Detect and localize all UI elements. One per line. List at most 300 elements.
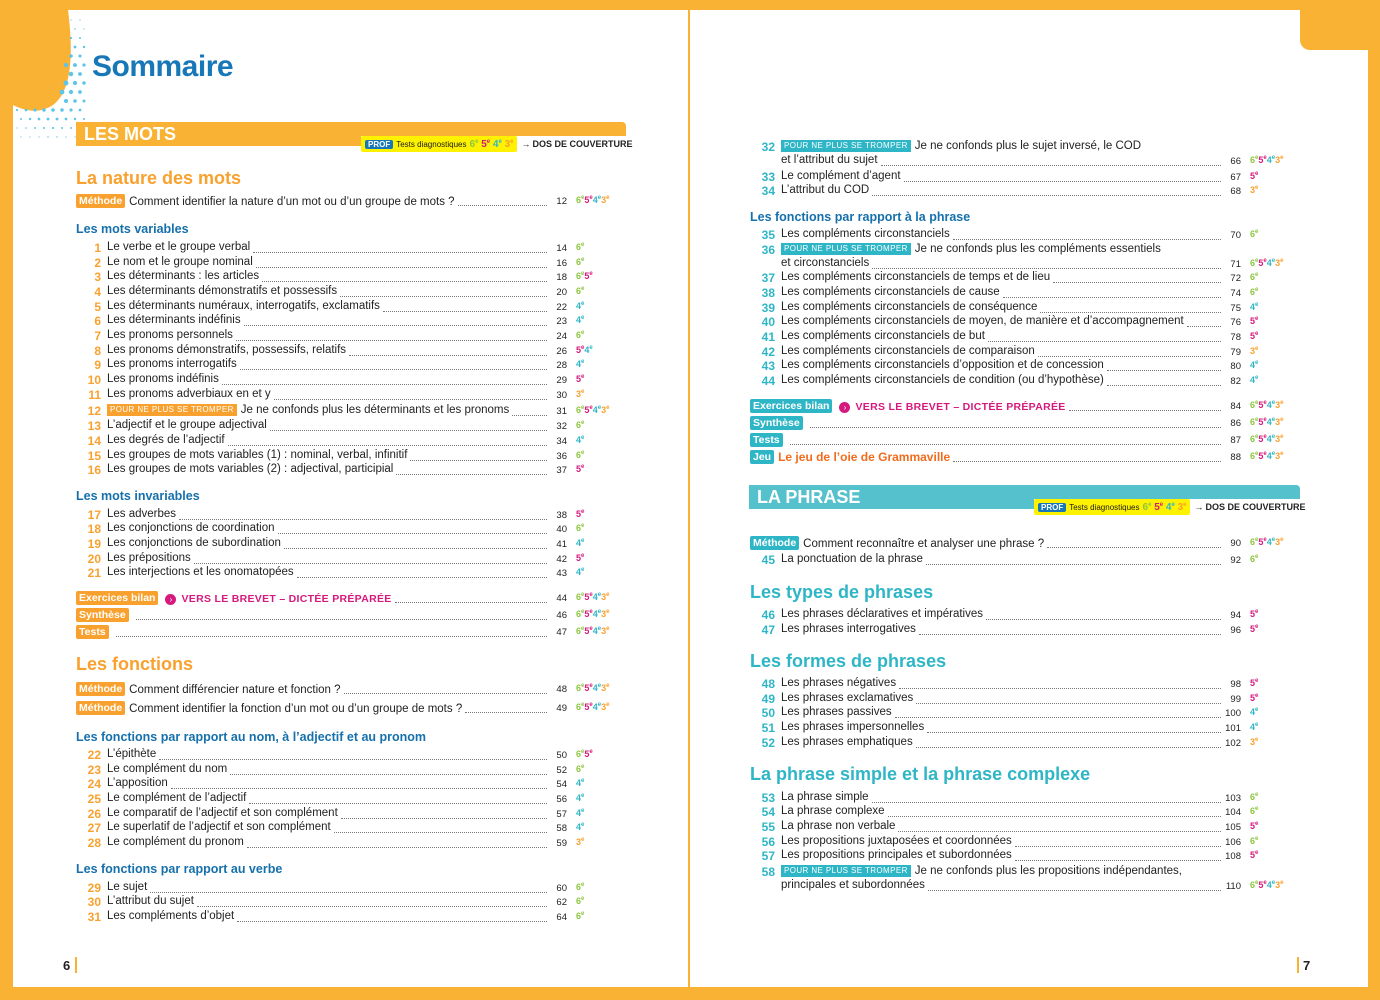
dot-leader bbox=[1040, 312, 1221, 313]
entry-page: 104 bbox=[1225, 807, 1241, 818]
entry-page: 110 bbox=[1225, 881, 1241, 892]
entry-number: 51 bbox=[761, 721, 775, 735]
entry-badge: Exercices bilan bbox=[750, 399, 832, 413]
entry-number: 53 bbox=[761, 791, 775, 805]
entry-number: 4 bbox=[94, 285, 101, 299]
toc-entry[interactable] bbox=[13, 910, 653, 925]
entry-page: 106 bbox=[1225, 837, 1241, 848]
entry-page: 44 bbox=[556, 593, 567, 604]
entry-levels: 6e5e4e3e bbox=[576, 609, 610, 619]
entry-number: 50 bbox=[761, 706, 775, 720]
entry-badge: Méthode bbox=[750, 536, 799, 550]
dot-leader bbox=[340, 296, 547, 297]
dot-leader bbox=[872, 195, 1221, 196]
dot-leader bbox=[1107, 370, 1221, 371]
entry-number: 29 bbox=[87, 881, 101, 895]
entry-text: POUR NE PLUS SE TROMPER Je ne confonds plus les compléments essentiels bbox=[781, 243, 1161, 255]
entry-text: Les déterminants indéfinis bbox=[107, 314, 241, 326]
entry-text bbox=[76, 625, 113, 639]
toc-entry[interactable] bbox=[13, 836, 653, 851]
entry-text: Les adverbes bbox=[107, 508, 177, 520]
toc-entry[interactable] bbox=[13, 763, 653, 778]
entry-levels: 4e bbox=[576, 808, 585, 818]
entry-text: Les compléments circonstanciels d’opposition et de concession bbox=[781, 359, 1104, 371]
entry-page: 79 bbox=[1230, 347, 1241, 358]
toc-entry[interactable] bbox=[690, 791, 1330, 806]
entry-text: Les déterminants démonstratifs et possessifs bbox=[107, 285, 338, 297]
dot-leader bbox=[396, 474, 547, 475]
entry-text: L’épithète bbox=[107, 748, 157, 760]
entry-text: Les compléments circonstanciels de cause bbox=[781, 286, 1000, 298]
toc-entry[interactable] bbox=[13, 537, 653, 552]
entry-page: 30 bbox=[556, 390, 567, 401]
toc-entry[interactable] bbox=[690, 243, 1330, 270]
entry-text: Le comparatif de l’adjectif et son complément bbox=[107, 807, 338, 819]
toc-entry[interactable] bbox=[13, 270, 653, 285]
entry-text bbox=[750, 433, 787, 447]
entry-text: Les groupes de mots variables (2) : adjectival, participial bbox=[107, 463, 394, 475]
dot-leader bbox=[458, 205, 547, 206]
entry-levels: 4e bbox=[1250, 722, 1259, 732]
entry-number: 16 bbox=[87, 463, 101, 477]
entry-levels: 5e bbox=[1250, 693, 1259, 703]
band-label: LES MOTS bbox=[84, 124, 177, 144]
entry-levels: 6e5e4e3e bbox=[1250, 537, 1284, 547]
entry-levels: 6e5e4e3e bbox=[1250, 400, 1284, 410]
toc-entry[interactable] bbox=[690, 170, 1330, 185]
dot-leader bbox=[988, 341, 1221, 342]
toc-entry[interactable] bbox=[690, 416, 1330, 431]
entry-page: 32 bbox=[556, 421, 567, 432]
entry-page: 37 bbox=[556, 465, 567, 476]
entry-text: POUR NE PLUS SE TROMPER Je ne confonds plus les déterminants et les pronoms bbox=[107, 404, 509, 416]
toc-entry[interactable] bbox=[13, 807, 653, 822]
entry-text: Les degrés de l’adjectif bbox=[107, 434, 225, 446]
entry-number: 21 bbox=[87, 566, 101, 580]
entry-levels: 6e bbox=[1250, 806, 1259, 816]
dot-leader bbox=[253, 252, 547, 253]
toc-entry[interactable] bbox=[13, 895, 653, 910]
entry-page: 82 bbox=[1230, 376, 1241, 387]
toc-entry[interactable] bbox=[690, 865, 1330, 892]
subsection-title: Les fonctions par rapport à la phrase bbox=[750, 210, 971, 224]
entry-text: Les compléments circonstanciels de temps et de lieu bbox=[781, 271, 1051, 283]
entry-number: 41 bbox=[761, 330, 775, 344]
entry-page: 105 bbox=[1225, 822, 1241, 833]
entry-badge: Jeu bbox=[750, 450, 774, 464]
subsection-title: Les fonctions par rapport au nom, à l’adjectif et au pronom bbox=[76, 730, 427, 744]
entry-number: 46 bbox=[761, 608, 775, 622]
entry-levels: 4e bbox=[576, 822, 585, 832]
toc-entry[interactable] bbox=[13, 329, 653, 344]
toc-entry[interactable] bbox=[13, 881, 653, 896]
section-title: Les types de phrases bbox=[750, 582, 934, 602]
entry-levels: 5e bbox=[576, 464, 585, 474]
entry-levels: 5e bbox=[1250, 678, 1259, 688]
entry-badge: Méthode bbox=[76, 701, 125, 715]
entry-page: 48 bbox=[556, 684, 567, 695]
toc-entry[interactable] bbox=[690, 374, 1330, 389]
entry-number: 8 bbox=[94, 344, 101, 358]
entry-text: Le verbe et le groupe verbal bbox=[107, 241, 251, 253]
entry-page: 67 bbox=[1230, 172, 1241, 183]
entry-levels: 6e bbox=[1250, 229, 1259, 239]
entry-number: 39 bbox=[761, 301, 775, 315]
entry-text: POUR NE PLUS SE TROMPER Je ne confonds plus le sujet inversé, le COD bbox=[781, 140, 1141, 152]
dot-leader bbox=[953, 461, 1221, 462]
toc-entry[interactable] bbox=[13, 419, 653, 434]
dot-leader bbox=[1015, 860, 1221, 861]
dot-leader bbox=[899, 688, 1221, 689]
dot-leader bbox=[898, 831, 1221, 832]
toc-entry[interactable] bbox=[13, 748, 653, 763]
page-number: 7 bbox=[1303, 958, 1311, 973]
entry-text bbox=[76, 608, 133, 622]
prof-label: PROF bbox=[365, 140, 393, 149]
entry-levels: 6e bbox=[576, 882, 585, 892]
entry-badge: Exercices bilan bbox=[76, 591, 158, 605]
entry-text: Les phrases interrogatives bbox=[781, 623, 916, 635]
entry-levels: 4e bbox=[576, 778, 585, 788]
dot-leader bbox=[953, 239, 1221, 240]
entry-page: 56 bbox=[556, 794, 567, 805]
entry-levels: 4e bbox=[1250, 302, 1259, 312]
dot-leader bbox=[349, 355, 547, 356]
entry-page: 52 bbox=[556, 765, 567, 776]
prof-levels: 6e 5e 4e 3e bbox=[1142, 501, 1187, 513]
toc-entry[interactable] bbox=[690, 184, 1330, 199]
entry-levels: 5e bbox=[1250, 609, 1259, 619]
entry-text: Les propositions principales et subordonnées bbox=[781, 849, 1012, 861]
left-page bbox=[13, 10, 688, 987]
entry-text: Les phrases emphatiques bbox=[781, 736, 913, 748]
section-title: La nature des mots bbox=[76, 168, 242, 188]
entry-number: 26 bbox=[87, 807, 101, 821]
entry-text: Les phrases impersonnelles bbox=[781, 721, 925, 733]
entry-text: L’attribut du sujet bbox=[107, 895, 194, 907]
dot-leader bbox=[410, 460, 547, 461]
entry-text: Les compléments d’objet bbox=[107, 910, 235, 922]
entry-page: 86 bbox=[1230, 418, 1241, 429]
entry-number: 32 bbox=[761, 140, 775, 154]
entry-levels: 6e bbox=[1250, 272, 1259, 282]
entry-text: Le complément du pronom bbox=[107, 836, 244, 848]
toc-entry[interactable] bbox=[690, 623, 1330, 638]
entry-text: Les pronoms indéfinis bbox=[107, 373, 219, 385]
entry-text: Les pronoms personnels bbox=[107, 329, 233, 341]
entry-number: 43 bbox=[761, 359, 775, 373]
entry-text: Les pronoms interrogatifs bbox=[107, 358, 237, 370]
toc-entry[interactable] bbox=[690, 330, 1330, 345]
entry-levels: 6e bbox=[576, 523, 585, 533]
entry-page: 54 bbox=[556, 779, 567, 790]
entry-text: Les phrases déclaratives et impératives bbox=[781, 608, 983, 620]
toc-entry[interactable] bbox=[13, 552, 653, 567]
entry-page: 26 bbox=[556, 346, 567, 357]
entry-number: 6 bbox=[94, 314, 101, 328]
prof-box bbox=[361, 136, 517, 152]
entry-page: 20 bbox=[556, 287, 567, 298]
toc-entry[interactable] bbox=[690, 301, 1330, 316]
entry-text: Le sujet bbox=[107, 881, 148, 893]
toc-entry[interactable] bbox=[690, 433, 1330, 448]
entry-levels: 5e bbox=[1250, 850, 1259, 860]
entry-page: 40 bbox=[556, 524, 567, 535]
dot-leader bbox=[278, 533, 547, 534]
toc-entry[interactable] bbox=[13, 373, 653, 388]
entry-page: 72 bbox=[1230, 273, 1241, 284]
entry-page: 66 bbox=[1230, 156, 1241, 167]
toc-entry[interactable] bbox=[13, 508, 653, 523]
dot-leader bbox=[1003, 297, 1221, 298]
toc-entry[interactable] bbox=[13, 285, 653, 300]
toc-entry[interactable] bbox=[13, 777, 653, 792]
arrow-right-icon: → bbox=[521, 139, 531, 149]
entry-levels: 6e bbox=[576, 764, 585, 774]
toc-entry[interactable] bbox=[690, 553, 1330, 568]
toc-entry[interactable] bbox=[690, 692, 1330, 707]
entry-levels: 5e bbox=[1250, 331, 1259, 341]
toc-entry[interactable] bbox=[13, 300, 653, 315]
dot-leader bbox=[228, 445, 547, 446]
toc-entry[interactable] bbox=[13, 241, 653, 256]
page-title: Sommaire bbox=[92, 50, 234, 83]
dot-leader bbox=[344, 693, 547, 694]
toc-entry[interactable] bbox=[13, 344, 653, 359]
toc-entry[interactable] bbox=[690, 706, 1330, 721]
dot-leader bbox=[904, 181, 1221, 182]
dot-leader bbox=[465, 712, 547, 713]
entry-text: Le superlatif de l’adjectif et son complément bbox=[107, 821, 331, 833]
entry-number: 11 bbox=[88, 388, 101, 402]
dot-leader bbox=[194, 563, 547, 564]
entry-text: Le nom et le groupe nominal bbox=[107, 256, 253, 268]
subsection-title: Les fonctions par rapport au verbe bbox=[76, 862, 283, 876]
toc-entry[interactable] bbox=[13, 608, 653, 623]
prof-box bbox=[1034, 499, 1190, 515]
entry-page: 102 bbox=[1225, 738, 1241, 749]
toc-entry[interactable] bbox=[690, 228, 1330, 243]
prof-dest: DOS DE COUVERTURE bbox=[1205, 502, 1306, 512]
entry-number: 35 bbox=[761, 228, 775, 242]
toc-entry[interactable] bbox=[13, 701, 653, 716]
entry-number: 45 bbox=[761, 553, 775, 567]
entry-page: 16 bbox=[556, 258, 567, 269]
dot-leader bbox=[790, 444, 1221, 445]
entry-number: 24 bbox=[87, 777, 101, 791]
dot-leader bbox=[179, 519, 547, 520]
entry-text: Les phrases exclamatives bbox=[781, 692, 914, 704]
toc-entry[interactable] bbox=[13, 358, 653, 373]
entry-number: 48 bbox=[761, 677, 775, 691]
entry-page: 98 bbox=[1230, 679, 1241, 690]
entry-levels: 4e bbox=[576, 359, 585, 369]
brevet-label: VERS LE BREVET – DICTÉE PRÉPARÉE bbox=[855, 401, 1066, 413]
entry-page: 108 bbox=[1225, 851, 1241, 862]
entry-levels: 6e5e4e3e bbox=[576, 702, 610, 712]
entry-text: Méthode Comment identifier la nature d’un mot ou d’un groupe de mots ? bbox=[76, 194, 455, 208]
toc-entry[interactable] bbox=[690, 536, 1330, 551]
toc-entry[interactable] bbox=[690, 315, 1330, 330]
toc-entry[interactable] bbox=[13, 792, 653, 807]
subsection-title: Les mots invariables bbox=[76, 489, 200, 503]
toc-entry[interactable] bbox=[690, 359, 1330, 374]
toc-entry[interactable] bbox=[13, 449, 653, 464]
toc-entry[interactable] bbox=[13, 522, 653, 537]
dot-leader bbox=[236, 340, 547, 341]
toc-entry[interactable] bbox=[13, 404, 653, 419]
entry-levels: 6e bbox=[576, 286, 585, 296]
dot-leader bbox=[334, 832, 547, 833]
entry-levels: 6e bbox=[576, 420, 585, 430]
toc-entry[interactable] bbox=[690, 345, 1330, 360]
toc-entry[interactable] bbox=[690, 450, 1330, 465]
dot-leader bbox=[881, 165, 1221, 166]
entry-levels: 4e bbox=[1250, 707, 1259, 717]
entry-text: La phrase non verbale bbox=[781, 820, 896, 832]
entry-levels: 5e bbox=[576, 374, 585, 384]
toc-entry[interactable] bbox=[690, 849, 1330, 864]
entry-page: 31 bbox=[556, 406, 567, 417]
toc-entry[interactable] bbox=[13, 821, 653, 836]
toc-entry[interactable] bbox=[690, 736, 1330, 751]
dot-leader bbox=[116, 636, 547, 637]
toc-entry[interactable] bbox=[690, 399, 1330, 414]
entry-levels: 6e bbox=[576, 450, 585, 460]
entry-page: 46 bbox=[556, 610, 567, 621]
entry-levels: 6e bbox=[576, 242, 585, 252]
toc-entry[interactable] bbox=[690, 820, 1330, 835]
toc-entry[interactable] bbox=[690, 286, 1330, 301]
entry-page: 36 bbox=[556, 451, 567, 462]
toc-entry[interactable] bbox=[690, 140, 1330, 167]
entry-page: 58 bbox=[556, 823, 567, 834]
entry-text: Méthode Comment différencier nature et fonction ? bbox=[76, 682, 341, 696]
entry-number: 44 bbox=[761, 374, 775, 388]
entry-text: L’adjectif et le groupe adjectival bbox=[107, 419, 267, 431]
entry-page: 34 bbox=[556, 436, 567, 447]
entry-levels: 4e bbox=[576, 435, 585, 445]
entry-levels: 6e bbox=[1250, 836, 1259, 846]
toc-entry[interactable] bbox=[13, 625, 653, 640]
entry-page: 29 bbox=[556, 375, 567, 386]
toc-entry[interactable] bbox=[690, 677, 1330, 692]
entry-levels: 5e bbox=[576, 509, 585, 519]
toc-entry[interactable] bbox=[13, 591, 653, 606]
toc-entry[interactable] bbox=[13, 463, 653, 478]
dot-leader bbox=[1069, 410, 1221, 411]
entry-levels: 5e bbox=[1250, 316, 1259, 326]
entry-page: 75 bbox=[1230, 303, 1241, 314]
entry-levels: 6e bbox=[576, 896, 585, 906]
entry-number: 30 bbox=[87, 895, 101, 909]
dot-leader bbox=[919, 634, 1221, 635]
prof-tests-label: Tests diagnostiques bbox=[1069, 502, 1140, 512]
entry-text: La phrase simple bbox=[781, 791, 869, 803]
dot-leader bbox=[284, 548, 547, 549]
entry-page: 94 bbox=[1230, 610, 1241, 621]
prof-tests-label: Tests diagnostiques bbox=[396, 139, 467, 149]
entry-number: 3 bbox=[94, 270, 101, 284]
dot-leader bbox=[244, 325, 547, 326]
entry-number: 52 bbox=[761, 736, 775, 750]
toc-entry[interactable] bbox=[690, 835, 1330, 850]
entry-text: Les compléments circonstanciels de comparaison bbox=[781, 345, 1035, 357]
entry-text: Les phrases négatives bbox=[781, 677, 897, 689]
band-label: LA PHRASE bbox=[757, 487, 861, 507]
chevron-right-icon: › bbox=[165, 594, 176, 605]
dot-leader bbox=[270, 430, 547, 431]
toc-entry[interactable] bbox=[13, 256, 653, 271]
entry-number: 28 bbox=[87, 836, 101, 850]
prof-tests-tag bbox=[361, 136, 632, 152]
page-number-bar bbox=[1297, 957, 1299, 973]
toc-entry[interactable] bbox=[690, 721, 1330, 736]
entry-number: 19 bbox=[87, 537, 101, 551]
entry-number: 34 bbox=[761, 184, 775, 198]
entry-text: Le complément du nom bbox=[107, 763, 228, 775]
entry-text: Les pronoms démonstratifs, possessifs, relatifs bbox=[107, 344, 347, 356]
dot-leader bbox=[197, 906, 547, 907]
entry-levels: 6e5e4e3e bbox=[576, 405, 610, 415]
entry-text: L’apposition bbox=[107, 777, 168, 789]
toc-entry[interactable] bbox=[690, 805, 1330, 820]
entry-levels: 6e bbox=[1250, 287, 1259, 297]
dot-leader bbox=[927, 732, 1221, 733]
dot-leader bbox=[916, 703, 1221, 704]
entry-number: 31 bbox=[87, 910, 101, 924]
entry-page: 62 bbox=[556, 897, 567, 908]
dot-leader bbox=[159, 759, 547, 760]
toc-entry[interactable] bbox=[690, 271, 1330, 286]
entry-number: 13 bbox=[87, 419, 101, 433]
entry-number: 33 bbox=[761, 170, 775, 184]
entry-text: Méthode Comment identifier la fonction d’un mot ou d’un groupe de mots ? bbox=[76, 701, 462, 715]
toc-entry[interactable] bbox=[13, 388, 653, 403]
dot-leader bbox=[171, 788, 547, 789]
toc-entry[interactable] bbox=[13, 682, 653, 697]
jeu-title: Le jeu de l’oie de Grammaville bbox=[778, 450, 951, 464]
entry-text bbox=[76, 591, 392, 605]
toc-entry[interactable] bbox=[13, 566, 653, 581]
dot-leader bbox=[262, 281, 547, 282]
entry-text-continued: et l’attribut du sujet bbox=[781, 154, 878, 166]
entry-page: 84 bbox=[1230, 401, 1241, 412]
entry-levels: 5e bbox=[576, 553, 585, 563]
dot-leader bbox=[240, 369, 547, 370]
dot-leader bbox=[810, 427, 1221, 428]
entry-levels: 5e4e bbox=[576, 345, 593, 355]
toc-entry[interactable] bbox=[13, 314, 653, 329]
corner-tab bbox=[1300, 10, 1368, 50]
prof-tests-tag bbox=[1034, 499, 1305, 515]
entry-number: 36 bbox=[761, 243, 775, 257]
entry-text: La ponctuation de la phrase bbox=[781, 553, 923, 565]
entry-levels: 6e5e4e3e bbox=[1250, 880, 1284, 890]
entry-number: 47 bbox=[761, 623, 775, 637]
toc-entry[interactable] bbox=[13, 434, 653, 449]
toc-entry[interactable] bbox=[690, 608, 1330, 623]
toc-entry[interactable] bbox=[13, 194, 653, 209]
entry-levels: 6e bbox=[576, 911, 585, 921]
entry-levels: 4e bbox=[576, 301, 585, 311]
entry-page: 49 bbox=[556, 703, 567, 714]
entry-number: 40 bbox=[761, 315, 775, 329]
entry-number: 2 bbox=[94, 256, 101, 270]
entry-levels: 6e bbox=[576, 330, 585, 340]
dot-leader bbox=[895, 717, 1221, 718]
entry-page: 100 bbox=[1225, 708, 1241, 719]
